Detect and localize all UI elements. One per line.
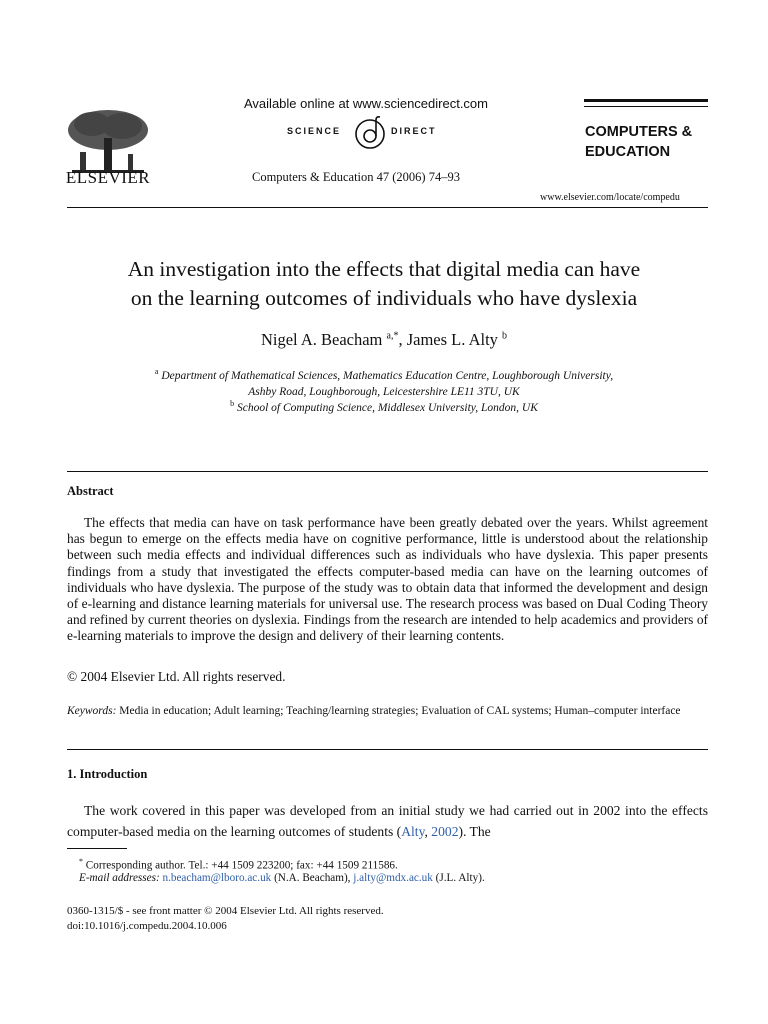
intro-text-after: ). The (458, 823, 491, 839)
sciencedirect-logo (285, 114, 455, 154)
journal-name-line1: COMPUTERS & (585, 124, 693, 140)
journal-rule-thin (584, 106, 708, 107)
section-heading-introduction: 1. Introduction (67, 767, 148, 781)
title-line-1: An investigation into the effects that digital media can have (127, 257, 641, 281)
doi-line[interactable]: doi:10.1016/j.compedu.2004.10.006 (67, 920, 227, 932)
header-divider (67, 207, 708, 208)
email-owner-beacham: (N.A. Beacham), (274, 872, 351, 884)
introduction-paragraph (67, 801, 708, 842)
issn-line: 0360-1315/$ - see front matter © 2004 Elsevier Ltd. All rights reserved. (67, 905, 384, 917)
journal-url-link[interactable]: www.elsevier.com/locate/compedu (540, 192, 680, 203)
email-link-alty[interactable]: j.alty@mdx.ac.uk (353, 872, 433, 884)
keywords-label: Keywords: (67, 705, 117, 717)
email-label: E-mail addresses: (79, 872, 160, 884)
abstract-top-divider (67, 471, 708, 472)
abstract-heading: Abstract (67, 484, 114, 498)
footnote-emails (67, 870, 720, 887)
keywords-text: Media in education; Adult learning; Teaching/learning strategies; Evaluation of CAL systems; Human–computer interface (119, 705, 681, 717)
author-separator: , (398, 330, 407, 349)
intro-text-before: The work covered in this paper was developed from an initial study we had carried out in 2002 into the effects computer-based media on the learning outcomes of students ( (67, 803, 708, 839)
publisher-name: ELSEVIER (65, 168, 151, 187)
sd-at-icon (352, 114, 388, 154)
affiliation-a-line1: Department of Mathematical Sciences, Mathematics Education Centre, Loughborough University, (161, 369, 614, 382)
journal-name (585, 122, 692, 162)
affiliation-a (100, 364, 668, 400)
footnote-mark: * (79, 857, 83, 866)
journal-rule-thick (584, 99, 708, 102)
citation-alty-name[interactable]: Alty (401, 823, 425, 839)
footnote-corresponding-text: Corresponding author. Tel.: +44 1509 223200; fax: +44 1509 211586. (85, 859, 398, 872)
available-online-text: Available online at www.sciencedirect.com (244, 96, 488, 111)
author-alty: James L. Alty (406, 330, 498, 349)
title-line-2: on the learning outcomes of individuals who have dyslexia (130, 286, 638, 310)
sd-right-text: DIRECT (391, 126, 437, 136)
footnote-divider (67, 848, 127, 849)
author-list (40, 330, 728, 350)
email-owner-alty: (J.L. Alty). (435, 872, 485, 884)
affiliation-b (100, 396, 668, 416)
author-beacham-marks[interactable]: a,* (386, 330, 399, 342)
abstract-bottom-divider (67, 749, 708, 750)
journal-name-line2: EDUCATION (585, 144, 671, 160)
author-beacham: Nigel A. Beacham (260, 330, 383, 349)
sd-left-text: SCIENCE (287, 126, 342, 136)
abstract-text: The effects that media can have on task performance have been greatly debated over the years. Whilst agreement has begun to emerge on the effects media have on cognitive performance, little is understood about the relationship between such media effects and individual differences such as individuals who have dyslexia. This paper presents findings from a study that investigated the effects computer-based media can have on the learning outcomes of individuals who have dyslexia. The purpose of the study was to obtain data that informed the development and design of e-learning and distance learning materials for universal use. The research process was based on Dual Coding Theory and refined by current theories on dyslexia. Findings from the research are intended to help academics and providers of e-learning materials to improve the design and delivery of their learning contents. (67, 515, 708, 644)
affiliation-a-mark: a (154, 367, 159, 376)
citation-alty-year[interactable]: 2002 (431, 823, 459, 839)
citation-separator: , (424, 823, 432, 839)
email-link-beacham[interactable]: n.beacham@lboro.ac.uk (162, 872, 272, 884)
affiliation-b-text: School of Computing Science, Middlesex University, London, UK (237, 401, 538, 414)
journal-reference: Computers & Education 47 (2006) 74–93 (252, 170, 460, 184)
author-alty-marks[interactable]: b (502, 330, 508, 342)
article-title (40, 255, 728, 313)
keywords (67, 703, 708, 720)
abstract-copyright: © 2004 Elsevier Ltd. All rights reserved. (67, 669, 286, 684)
affiliation-a-line2: Ashby Road, Loughborough, Leicestershire LE11 3TU, UK (248, 385, 520, 398)
affiliation-b-mark: b (230, 399, 235, 408)
